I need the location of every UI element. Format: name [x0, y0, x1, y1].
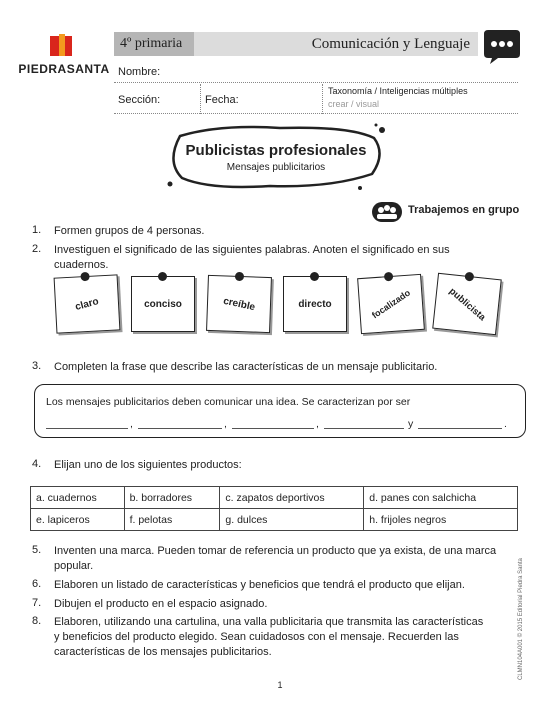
- word-card: [432, 273, 502, 335]
- table-row: [31, 509, 518, 531]
- table-cell: h. frijoles negros: [364, 509, 518, 531]
- word-card: [131, 276, 195, 332]
- pin-icon: [310, 272, 319, 281]
- step-number: 2.: [32, 243, 42, 255]
- table-cell: f. pelotas: [124, 509, 220, 531]
- step-text: Dibujen el producto en el espacio asignado.: [54, 598, 268, 610]
- side-code: CLMN104A001 © 2015 Editorial Piedra Santa: [518, 558, 524, 680]
- blank-line[interactable]: [46, 428, 128, 429]
- separator: ,: [130, 418, 133, 430]
- page-title: Publicistas profesionales: [185, 142, 367, 159]
- word-card: [357, 274, 425, 334]
- pin-icon: [80, 272, 89, 281]
- step-text: Elijan uno de los siguientes productos:: [54, 459, 242, 471]
- step-text: Elaboren, utilizando una cartulina, una valla publicitaria que transmita las características y beneficios del producto elegido. Sean cuidadosos con el mensaje. Recuerden las características de los mensajes publicitarios.: [54, 616, 484, 658]
- step-number: 5.: [32, 544, 42, 556]
- chat-bubble-icon: [482, 26, 522, 66]
- word-label: claro: [74, 295, 100, 313]
- table-cell: c. zapatos deportivos: [220, 487, 364, 509]
- word-card: [54, 274, 121, 333]
- divider: [322, 84, 323, 114]
- table-cell: g. dulces: [220, 509, 364, 531]
- blank-line[interactable]: [324, 428, 404, 429]
- name-line[interactable]: [114, 82, 518, 83]
- taxonomy-label: Taxonomía / Inteligencias múltiples: [328, 86, 468, 96]
- section-label: Sección:: [118, 94, 161, 106]
- products-table: [30, 486, 518, 531]
- blank-line[interactable]: [418, 428, 502, 429]
- name-label: Nombre:: [118, 66, 161, 78]
- step-number: 3.: [32, 360, 42, 372]
- brand-name: PIEDRASANTA: [18, 62, 110, 76]
- book-logo-icon: [48, 32, 74, 58]
- step-text: Inventen una marca. Pueden tomar de referencia un producto que ya exista, de una marca popular.: [54, 545, 497, 572]
- step-number: 1.: [32, 224, 42, 236]
- section-line: [114, 113, 518, 114]
- sentence-box: [34, 384, 526, 438]
- table-row: [31, 487, 518, 509]
- page-subtitle: Mensajes publicitarios: [226, 162, 326, 173]
- step-number: 6.: [32, 578, 42, 590]
- step-text: Elaboren un listado de características y beneficios que tendrá el producto que elijan.: [54, 579, 465, 591]
- word-label: directo: [298, 298, 332, 310]
- word-label: focalizado: [369, 287, 413, 321]
- separator: ,: [224, 418, 227, 430]
- date-label: Fecha:: [205, 94, 239, 106]
- word-card: [206, 275, 272, 333]
- step-number: 8.: [32, 615, 42, 627]
- word-label: creíble: [222, 295, 256, 313]
- table-cell: e. lapiceros: [31, 509, 125, 531]
- pin-icon: [235, 272, 244, 281]
- page-number: 1: [277, 680, 283, 690]
- word-label: publicista: [446, 285, 488, 323]
- separator: .: [504, 418, 507, 430]
- pin-icon: [158, 272, 167, 281]
- separator: y: [408, 418, 414, 430]
- step-number: 4.: [32, 458, 42, 470]
- table-cell: d. panes con salchicha: [364, 487, 518, 509]
- pin-icon: [464, 272, 474, 282]
- separator: ,: [316, 418, 319, 430]
- blank-line[interactable]: [232, 428, 314, 429]
- subject-label: Comunicación y Lenguaje: [311, 36, 470, 52]
- step-text: Formen grupos de 4 personas.: [54, 225, 205, 237]
- step-text: Investiguen el significado de las siguientes palabras. Anoten el significado en sus cuadernos.: [54, 244, 450, 271]
- grade-label: 4º primaria: [114, 32, 194, 56]
- blank-line[interactable]: [138, 428, 222, 429]
- group-icon: [372, 202, 402, 222]
- sentence-text: Los mensajes publicitarios deben comunicar una idea. Se caracterizan por ser: [46, 396, 411, 408]
- divider: [200, 84, 201, 114]
- step-text: Completen la frase que describe las características de un mensaje publicitario.: [54, 361, 438, 373]
- taxonomy-value: crear / visual: [328, 99, 380, 109]
- word-card: [283, 276, 347, 332]
- step-number: 7.: [32, 597, 42, 609]
- table-cell: b. borradores: [124, 487, 220, 509]
- pin-icon: [384, 272, 394, 282]
- publisher-logo: [14, 32, 114, 76]
- table-cell: a. cuadernos: [31, 487, 125, 509]
- word-label: conciso: [144, 298, 182, 310]
- group-work-label: Trabajemos en grupo: [408, 204, 520, 216]
